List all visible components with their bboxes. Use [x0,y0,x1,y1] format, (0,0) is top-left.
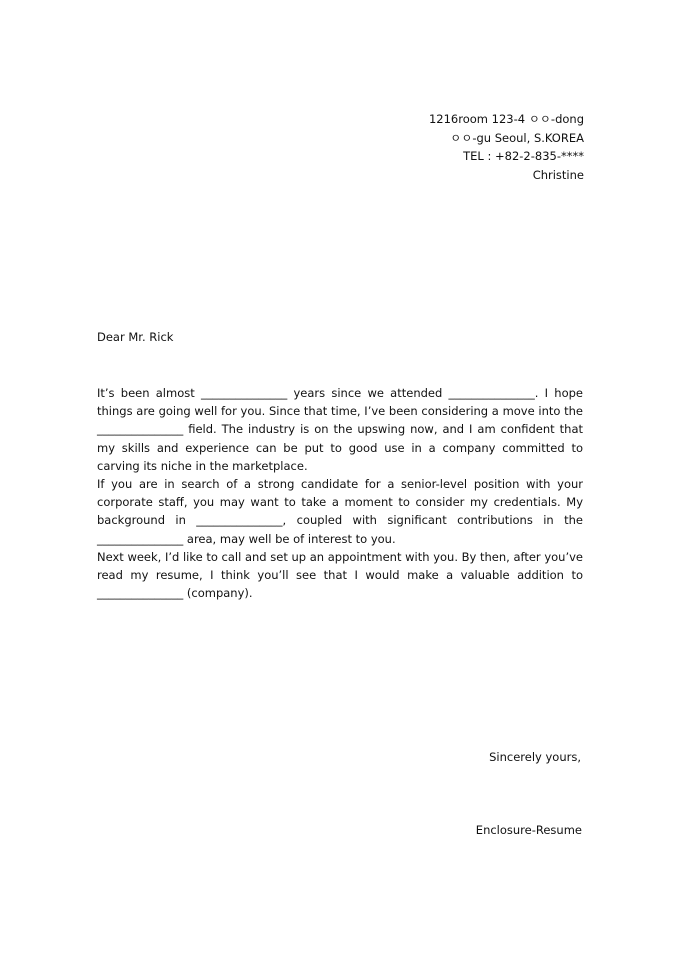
body-paragraph: If you are in search of a strong candidate for a senior-level position with your corporate staff, you may want to take a moment to consider my credentials. My background in _______________, coupled with significant contributions in the _______________ area, may well be of interest to you. [97,477,583,546]
salutation: Dear Mr. Rick [97,330,174,344]
body-paragraph: It’s been almost _______________ years since we attended _______________. I hope things are going well for you. Since that time, I’ve been considering a move into the _______________ field. The industry is on the upswing now, and I am confident that my skills and experience can be put to good use in a company committed to carving its niche in the marketplace. [97,386,583,473]
enclosure-note: Enclosure-Resume [475,823,582,837]
sender-name: Christine [532,167,584,182]
closing: Sincerely yours, [489,750,581,764]
address-street: 1216room 123-4 ㅇㅇ-dong [428,112,584,126]
address-city: ㅇㅇ-gu Seoul, S.KOREA [450,130,584,145]
letter-body [97,384,583,602]
body-paragraph: Next week, I’d like to call and set up an appointment with you. By then, after you’ve read my resume, I think you’ll see that I would make a valuable addition to _______________ (company). [97,549,583,601]
address-phone: TEL : +82-2-835-**** [463,149,584,163]
sender-address [429,110,584,184]
